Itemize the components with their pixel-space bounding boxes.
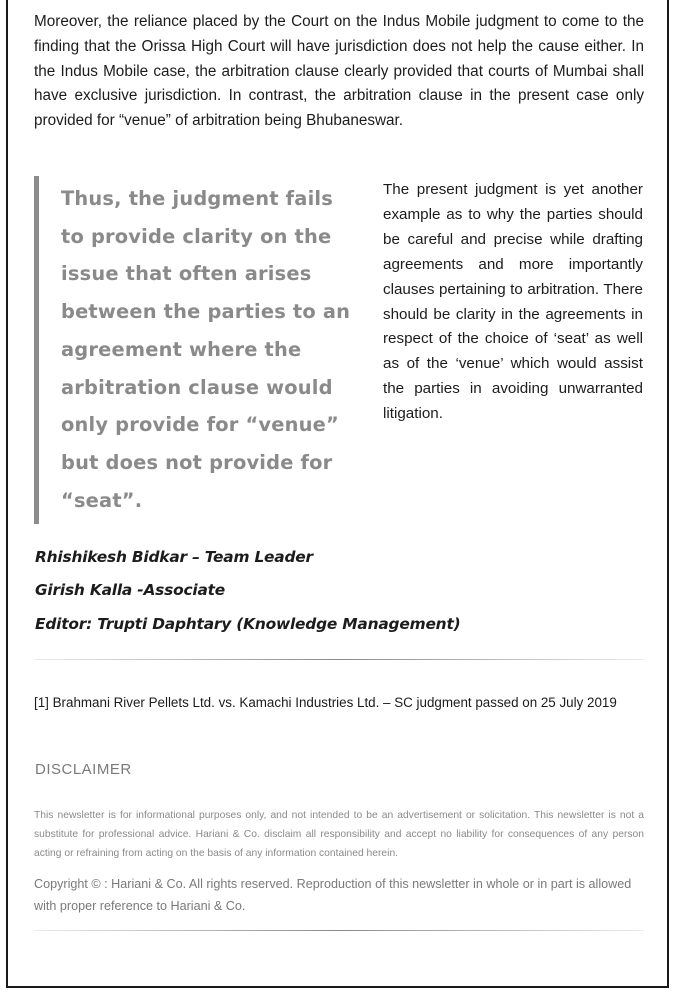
pull-quote: Thus, the judgment fails to provide clarity on the issue that often arises between the parties to an agreement where the arbitration clause would only provide for “venue” but does not provide for “seat”. [61,187,351,512]
divider [34,659,644,660]
signature-associate: Girish Kalla -Associate [35,581,226,599]
signature-team-leader: Rhishikesh Bidkar – Team Leader [35,548,313,566]
copyright-notice: Copyright © : Hariani & Co. All rights reserved. Reproduction of this newsletter in whole or in part is allowed with proper reference to Hariani & Co. [34,877,632,913]
signature-editor: Editor: Trupti Daphtary (Knowledge Management) [35,615,461,633]
disclaimer-heading: DISCLAIMER [35,761,132,778]
pull-quote-bar [34,176,39,524]
disclaimer-body: This newsletter is for informational purposes only, and not intended to be an advertisement or solicitation. This newsletter is not a substitute for professional advice. Hariani & Co. disclaim all responsibility and accept no liability for consequences of any person acting or refraining from acting on the basis of any information contained herein. [34,810,644,859]
lead-paragraph: Moreover, the reliance placed by the Court on the Indus Mobile judgment to come to the finding that the Orissa High Court will have jurisdiction does not help the cause either. In the Indus Mobile case, the arbitration clause clearly provided that courts of Mumbai shall have exclusive jurisdiction. In contrast, the arbitration clause in the present case only provided for “venue” of arbitration being Bhubaneswar. [34,13,644,130]
footnote: [1] Brahmani River Pellets Ltd. vs. Kamachi Industries Ltd. – SC judgment passed on 25 July 2019 [34,695,617,710]
divider [34,930,644,931]
side-paragraph: The present judgment is yet another example as to why the parties should be careful and precise while drafting agreements and more importantly clauses pertaining to arbitration. There should be clarity in the agreements in respect of the choice of ‘seat’ as well as of the ‘venue’ which would assist the parties in avoiding unwarranted litigation. [383,181,643,423]
